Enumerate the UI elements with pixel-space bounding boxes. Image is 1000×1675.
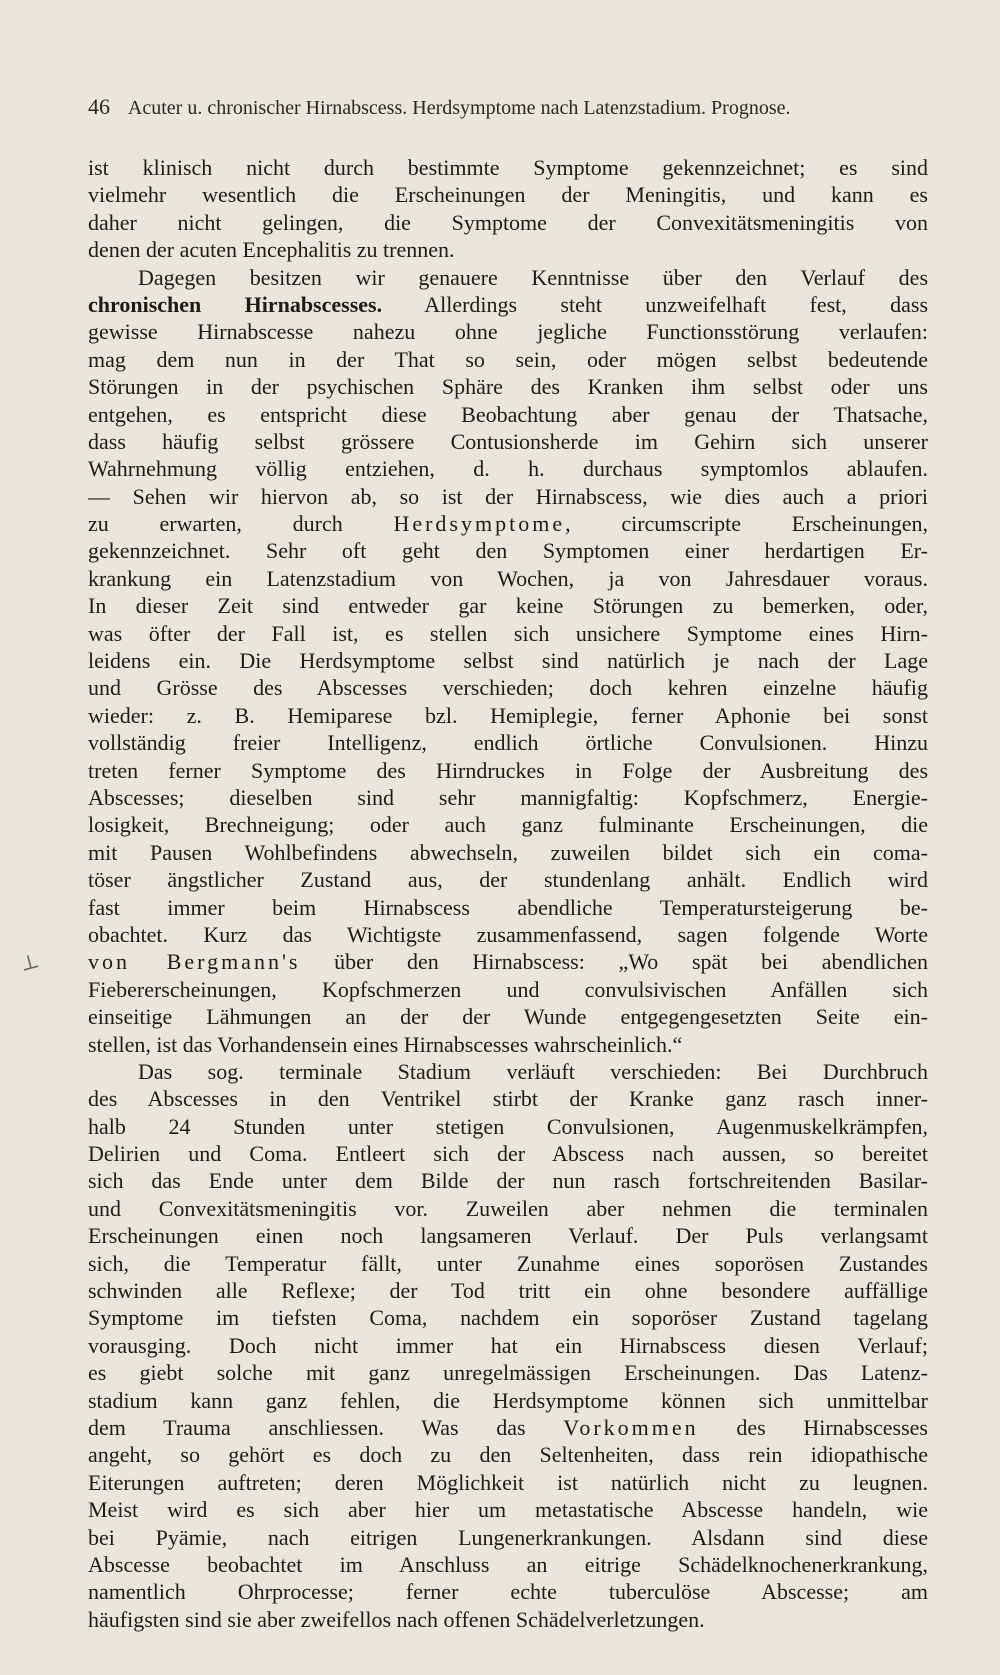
line-text: des Abscesses in den Ventrikel stirbt der Kranke ganz rasch inner- — [88, 1086, 928, 1112]
text-line — [88, 483, 928, 510]
line-text: es giebt solche mit ganz unregelmässigen Erscheinungen. Das Latenz- — [88, 1360, 928, 1386]
spaced-emphasis: Vorkommen — [563, 1414, 699, 1440]
text-line — [88, 1441, 928, 1468]
line-text: vollständig freier Intelligenz, endlich örtliche Convulsionen. Hinzu — [88, 730, 928, 756]
text-line — [88, 209, 928, 236]
text-line — [88, 510, 928, 537]
text-line — [88, 839, 928, 866]
line-text: krankung ein Latenzstadium von Wochen, ja von Jahresdauer voraus. — [88, 565, 928, 591]
text-line — [88, 346, 928, 373]
text-line — [88, 1140, 928, 1167]
text-line — [88, 1469, 928, 1496]
line-text: gewisse Hirnabscesse nahezu ohne jegliche Functionsstörung verlaufen: — [88, 319, 928, 345]
text-line — [88, 1496, 928, 1523]
line-text: treten ferner Symptome des Hirndruckes in Folge der Ausbreitung des — [88, 757, 928, 783]
line-text: ist klinisch nicht durch bestimmte Symptome gekennzeichnet; es sind — [88, 155, 928, 180]
line-text: was öfter der Fall ist, es stellen sich unsichere Symptome eines Hirn- — [88, 620, 928, 646]
line-text-after: über den Hirnabscess: „Wo spät bei abendlichen — [300, 949, 928, 975]
line-text: mag dem nun in der That so sein, oder mögen selbst bedeutende — [88, 346, 928, 372]
line-text: Das sog. terminale Stadium verläuft verschieden: Bei Durchbruch — [138, 1058, 928, 1084]
text-line — [88, 592, 928, 619]
line-text: mit Pausen Wohlbefindens abwechseln, zuweilen bildet sich ein coma- — [88, 839, 928, 865]
text-line — [88, 1250, 928, 1277]
text-line — [88, 1167, 928, 1194]
line-text: gekennzeichnet. Sehr oft geht den Symptomen einer herdartigen Er- — [88, 538, 928, 564]
line-text: schwinden alle Reflexe; der Tod tritt ein ohne besondere auffällige — [88, 1278, 928, 1304]
text-line — [88, 236, 928, 263]
text-line — [88, 757, 928, 784]
text-line — [88, 537, 928, 564]
line-text: wieder: z. B. Hemiparese bzl. Hemiplegie, ferner Aphonie bei sonst — [88, 702, 928, 728]
text-line — [88, 866, 928, 893]
line-text: Erscheinungen einen noch langsameren Verlauf. Der Puls verlangsamt — [88, 1223, 928, 1249]
text-line — [88, 1606, 928, 1633]
line-text: Wahrnehmung völlig entziehen, d. h. durchaus symptomlos ablaufen. — [88, 456, 928, 482]
line-text: Abscesse beobachtet im Anschluss an eitrige Schädelknochenerkrankung, — [88, 1551, 928, 1577]
line-text: leidens ein. Die Herdsymptome selbst sind natürlich je nach der Lage — [88, 648, 928, 674]
line-text: stadium kann ganz fehlen, die Herdsymptome können sich unmittelbar — [88, 1387, 928, 1413]
line-text: Allerdings steht unzweifelhaft fest, dass — [382, 291, 928, 317]
text-line — [88, 1113, 928, 1140]
line-text: Delirien und Coma. Entleert sich der Abscess nach aussen, so bereitet — [88, 1141, 928, 1167]
margin-mark: ⊥ — [17, 947, 42, 977]
line-text: töser ängstlicher Zustand aus, der stundenlang anhält. Endlich wird — [88, 867, 928, 893]
text-line — [88, 1359, 928, 1386]
text-line — [88, 1003, 928, 1030]
text-line — [88, 318, 928, 345]
text-line — [88, 181, 928, 208]
text-line — [88, 647, 928, 674]
text-line — [88, 948, 928, 975]
text-line — [88, 291, 928, 318]
line-text: Meist wird es sich aber hier um metastatische Abscesse handeln, wie — [88, 1497, 928, 1523]
text-line — [88, 455, 928, 482]
text-line — [88, 674, 928, 701]
text-line — [88, 976, 928, 1003]
line-text: obachtet. Kurz das Wichtigste zusammenfassend, sagen folgende Worte — [88, 921, 928, 947]
line-text: denen der acuten Encephalitis zu trennen. — [88, 237, 455, 263]
line-text-after: des Hirnabscesses — [698, 1414, 928, 1440]
text-line — [88, 784, 928, 811]
line-text: dass häufig selbst grössere Contusionsherde im Gehirn sich unserer — [88, 428, 928, 454]
bold-heading: chronischen Hirnabscesses. — [88, 291, 383, 317]
line-text: Störungen in der psychischen Sphäre des Kranken ihm selbst oder uns — [88, 374, 928, 400]
text-line — [88, 565, 928, 592]
line-text: vorausging. Doch nicht immer hat ein Hirnabscess diesen Verlauf; — [88, 1332, 928, 1358]
text-line — [88, 1222, 928, 1249]
text-line — [88, 894, 928, 921]
line-text: Fiebererscheinungen, Kopfschmerzen und convulsivischen Anfällen sich — [88, 976, 928, 1002]
line-text: Abscesses; dieselben sind sehr mannigfaltig: Kopfschmerz, Energie- — [88, 784, 928, 810]
text-line — [88, 264, 928, 291]
text-line — [88, 1058, 928, 1085]
spaced-emphasis: von Bergmann's — [88, 949, 301, 975]
line-text: namentlich Ohrprocesse; ferner echte tuberculöse Abscesse; am — [88, 1579, 928, 1605]
line-text: zu erwarten, durch — [88, 511, 394, 537]
line-text: dem Trauma anschliessen. Was das — [88, 1414, 564, 1440]
text-line — [88, 1524, 928, 1551]
text-line — [88, 1195, 928, 1222]
text-line — [88, 428, 928, 455]
text-line — [88, 620, 928, 647]
line-text: daher nicht gelingen, die Symptome der Convexitätsmeningitis von — [88, 209, 928, 235]
line-text: In dieser Zeit sind entweder gar keine Störungen zu bemerken, oder, — [88, 593, 928, 619]
line-text: Dagegen besitzen wir genauere Kenntnisse über den Verlauf des — [138, 264, 928, 290]
text-line — [88, 729, 928, 756]
body-text — [88, 154, 928, 1633]
line-text: und Grösse des Abscesses verschieden; doch kehren einzelne häufig — [88, 675, 928, 701]
text-line — [88, 702, 928, 729]
line-text: sich das Ende unter dem Bilde der nun rasch fortschreitenden Basilar- — [88, 1168, 928, 1194]
line-text: halb 24 Stunden unter stetigen Convulsionen, Augenmuskelkrämpfen, — [88, 1113, 928, 1139]
line-text: entgehen, es entspricht diese Beobachtung aber genau der Thatsache, — [88, 401, 928, 427]
line-text: einseitige Lähmungen an der der Wunde entgegengesetzten Seite ein- — [88, 1004, 928, 1030]
text-line — [88, 1414, 928, 1441]
text-line — [88, 373, 928, 400]
text-line — [88, 1277, 928, 1304]
text-line — [88, 1085, 928, 1112]
text-line — [88, 1031, 928, 1058]
line-text: vielmehr wesentlich die Erscheinungen der Meningitis, und kann es — [88, 182, 928, 208]
line-text: fast immer beim Hirnabscess abendliche Temperatursteigerung be- — [88, 894, 928, 920]
text-line — [88, 921, 928, 948]
line-text: Eiterungen auftreten; deren Möglichkeit ist natürlich nicht zu leugnen. — [88, 1469, 928, 1495]
text-line — [88, 1551, 928, 1578]
line-text: Symptome im tiefsten Coma, nachdem ein soporöser Zustand tagelang — [88, 1305, 928, 1331]
line-text-after: , circumscripte Erscheinungen, — [565, 511, 928, 537]
running-title: Acuter u. chronischer Hirnabscess. Herdsymptome nach Latenzstadium. Prognose. — [127, 97, 791, 119]
line-text: und Convexitätsmeningitis vor. Zuweilen aber nehmen die terminalen — [88, 1195, 928, 1221]
text-line — [88, 811, 928, 838]
line-text: stellen, ist das Vorhandensein eines Hirnabscesses wahrscheinlich.“ — [88, 1031, 683, 1057]
line-text: häufigsten sind sie aber zweifellos nach offenen Schädelverletzungen. — [88, 1606, 705, 1632]
line-text: angeht, so gehört es doch zu den Seltenheiten, dass rein idiopathische — [88, 1442, 928, 1468]
text-line — [88, 1332, 928, 1359]
running-header — [88, 92, 928, 122]
text-line — [88, 154, 928, 181]
text-line — [88, 1387, 928, 1414]
line-text: sich, die Temperatur fällt, unter Zunahme eines soporösen Zustandes — [88, 1250, 928, 1276]
text-line — [88, 1304, 928, 1331]
line-text: bei Pyämie, nach eitrigen Lungenerkrankungen. Alsdann sind diese — [88, 1524, 928, 1550]
text-line — [88, 1578, 928, 1605]
text-line — [88, 401, 928, 428]
spaced-emphasis: Herdsymptome — [393, 511, 566, 537]
page-number: 46 — [88, 94, 110, 119]
line-text: losigkeit, Brechneigung; oder auch ganz fulminante Erscheinungen, die — [88, 812, 928, 838]
line-text: — Sehen wir hiervon ab, so ist der Hirnabscess, wie dies auch a priori — [88, 483, 928, 509]
